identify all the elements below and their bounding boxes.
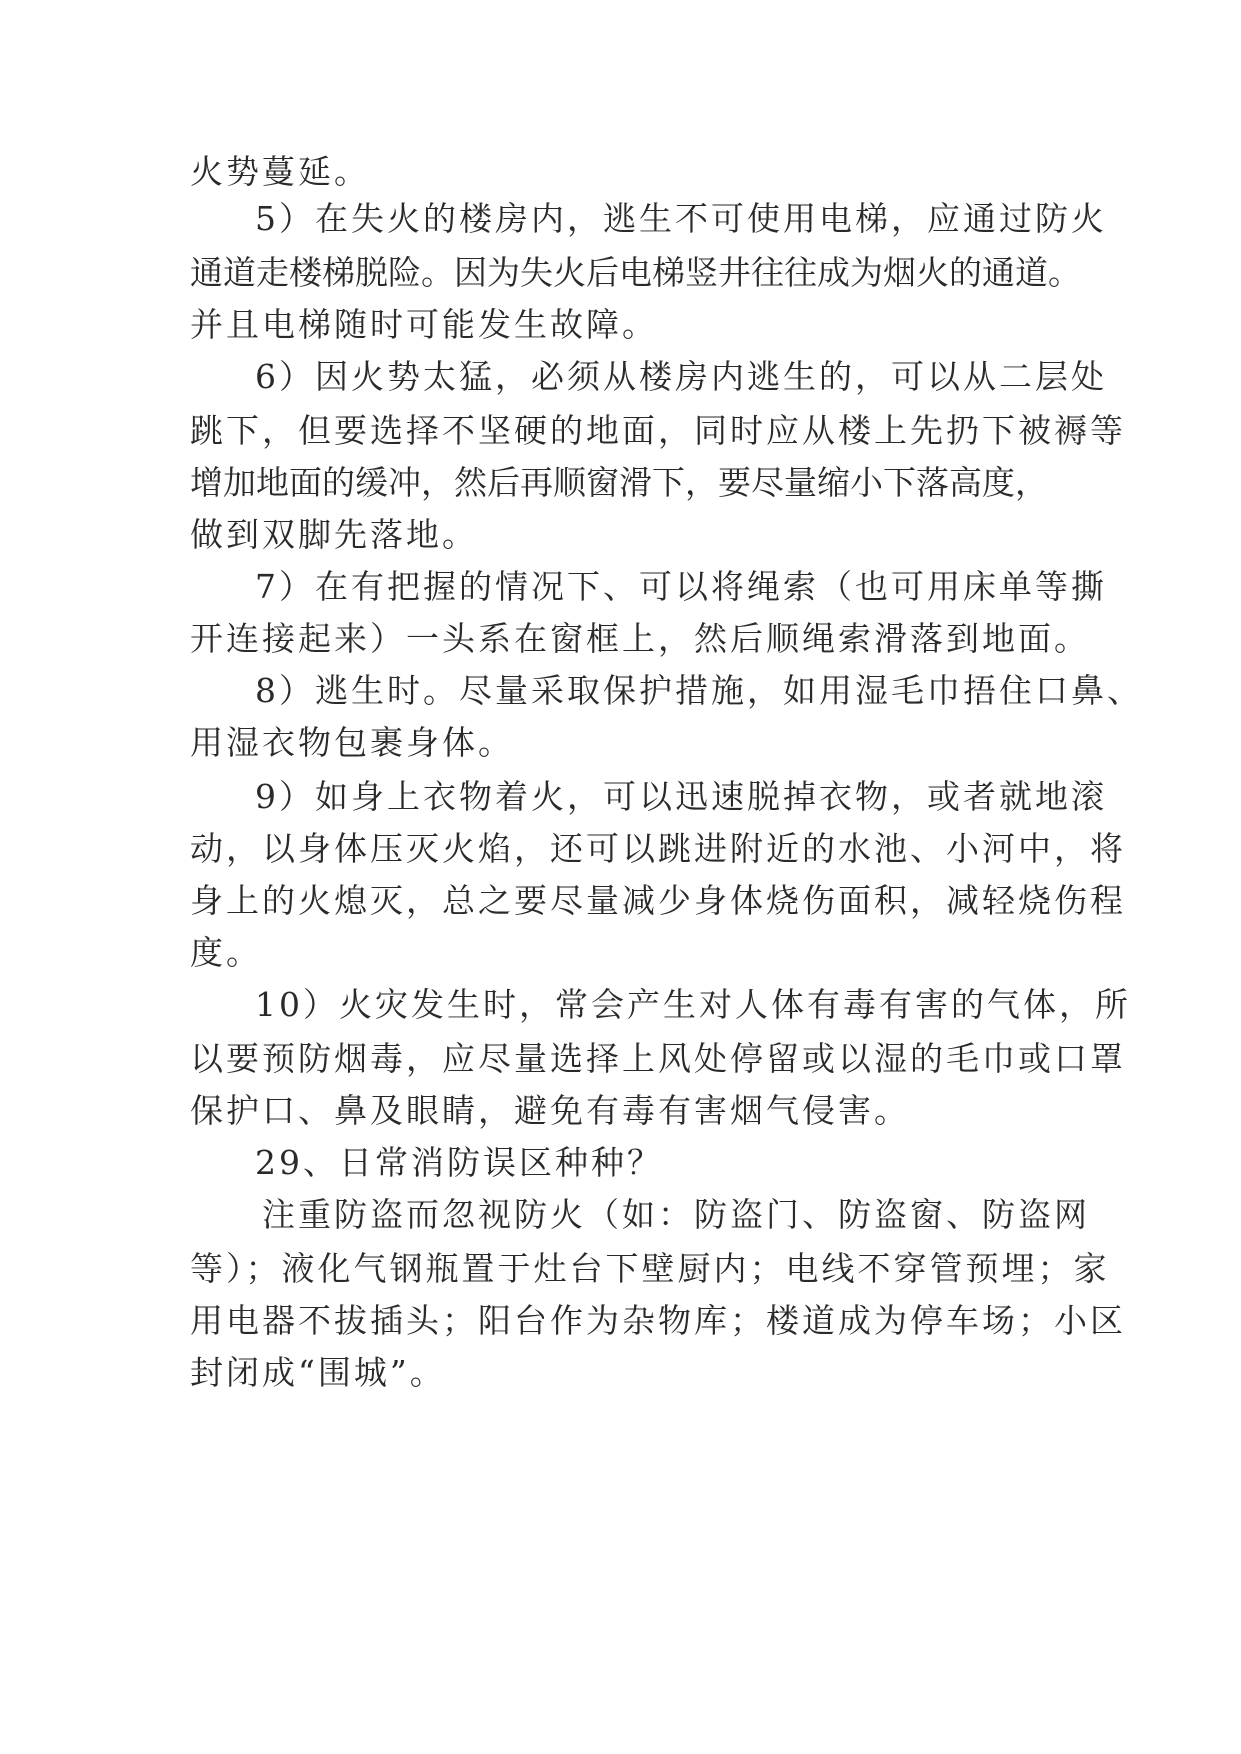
item-6-line-4: 做到双脚先落地。 [190, 515, 478, 554]
item-9-line-3: 身上的火熄灭，总之要尽量减少身体烧伤面积，减轻烧伤程 [190, 881, 1126, 920]
answer-29-line-3: 用电器不拔插头；阳台作为杂物库；楼道成为停车场；小区 [190, 1301, 1126, 1340]
item-5-line-2: 通道走楼梯脱险。因为失火后电梯竖井往往成为烟火的通道。 [190, 253, 1081, 292]
item-10-line-1: 10）火灾发生时，常会产生对人体有毒有害的气体，所 [255, 985, 1131, 1024]
item-8-line-2: 用湿衣物包裹身体。 [190, 723, 514, 762]
question-29-heading: 29、日常消防误区种种？ [255, 1143, 663, 1182]
item-6-line-1: 6）因火势太猛，必须从楼房内逃生的，可以从二层处 [255, 357, 1107, 396]
item-10-line-2: 以要预防烟毒，应尽量选择上风处停留或以湿的毛巾或口罩 [190, 1039, 1126, 1078]
item-8-line-1: 8）逃生时。尽量采取保护措施，如用湿毛巾捂住口鼻、 [255, 671, 1143, 710]
item-5-line-3: 并且电梯随时可能发生故障。 [190, 305, 658, 344]
answer-29-line-1: 注重防盗而忽视防火（如：防盗门、防盗窗、防盗网 [262, 1195, 1090, 1234]
answer-29-line-4: 封闭成“围城”。 [190, 1353, 446, 1392]
item-10-line-3: 保护口、鼻及眼睛，避免有毒有害烟气侵害。 [190, 1091, 910, 1130]
item-6-line-3: 增加地面的缓冲，然后再顺窗滑下，要尽量缩小下落高度， [190, 463, 1048, 502]
item-7-line-2: 开连接起来）一头系在窗框上，然后顺绳索滑落到地面。 [190, 619, 1090, 658]
item-9-line-1: 9）如身上衣物着火，可以迅速脱掉衣物，或者就地滚 [255, 777, 1107, 816]
item-6-line-2: 跳下，但要选择不坚硬的地面，同时应从楼上先扔下被褥等 [190, 411, 1126, 450]
answer-29-line-2: 等）；液化气钢瓶置于灶台下壁厨内；电线不穿管预埋；家 [190, 1249, 1110, 1288]
text-line: 火势蔓延。 [190, 152, 370, 191]
item-5-line-1: 5）在失火的楼房内，逃生不可使用电梯，应通过防火 [255, 199, 1107, 238]
item-9-line-4: 度。 [190, 933, 262, 972]
item-7-line-1: 7）在有把握的情况下、可以将绳索（也可用床单等撕 [255, 567, 1107, 606]
item-9-line-2: 动，以身体压灭火焰，还可以跳进附近的水池、小河中，将 [190, 829, 1126, 868]
